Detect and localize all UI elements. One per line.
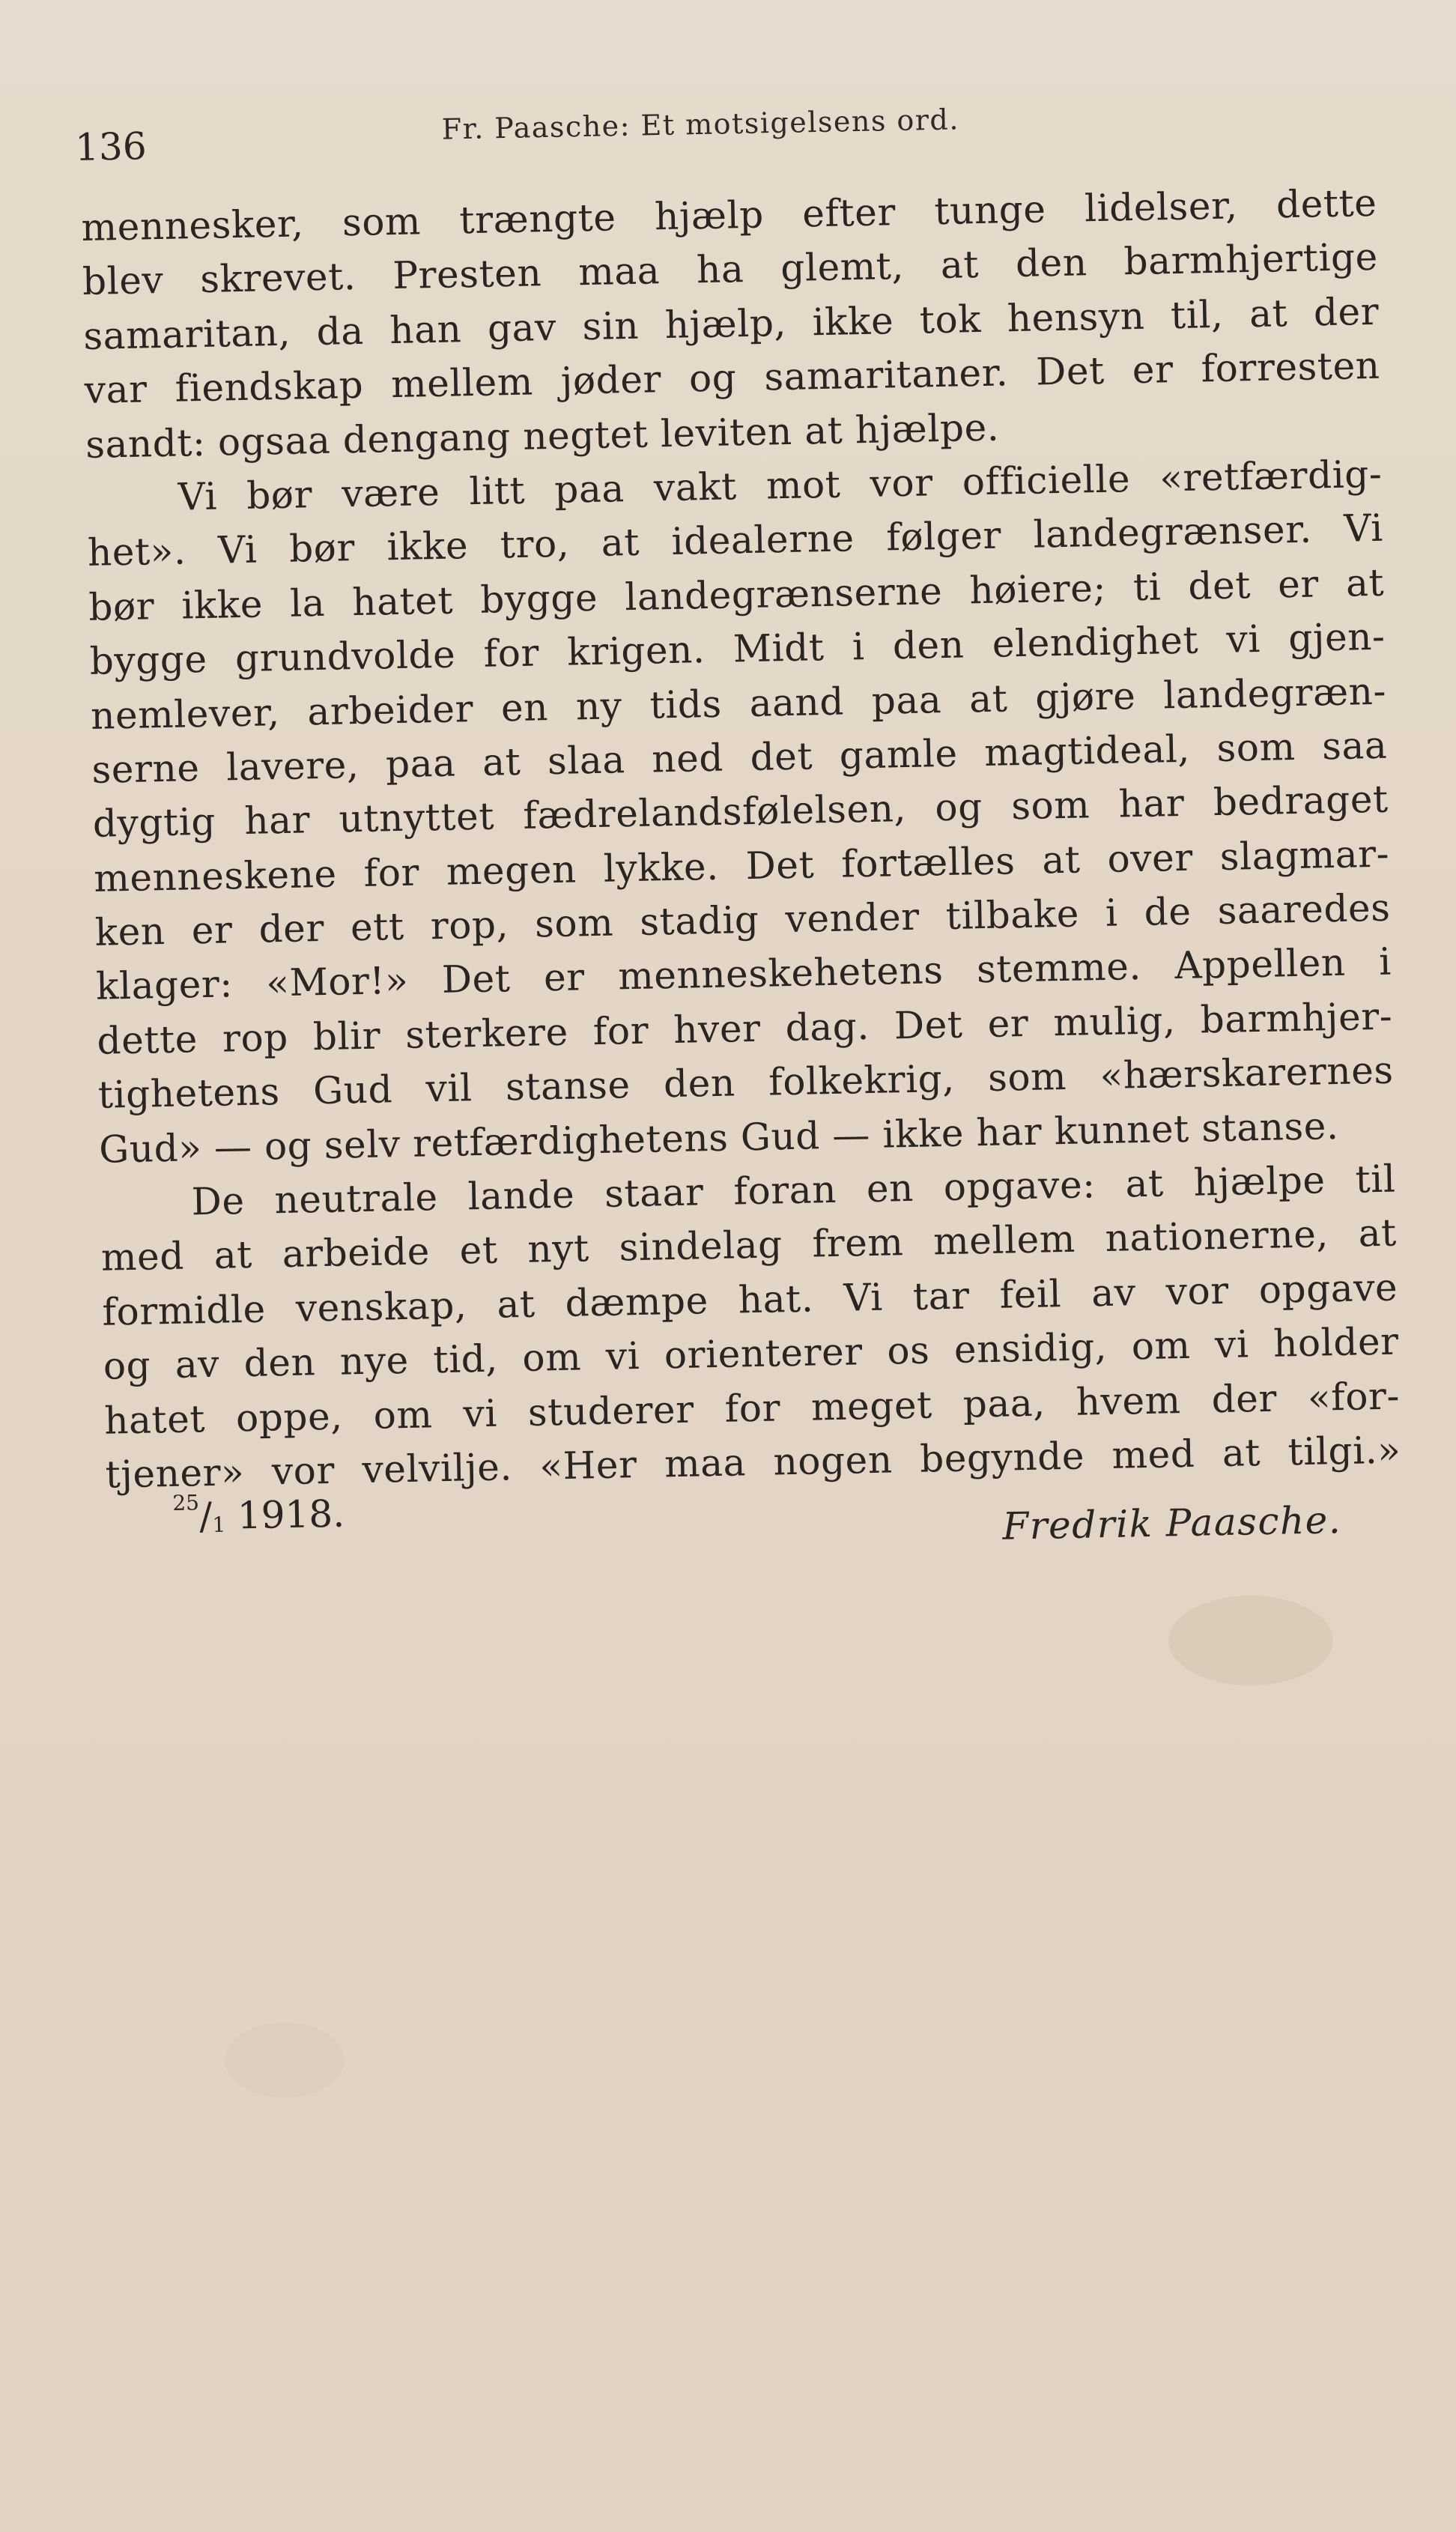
date-day: 25 [172, 1490, 200, 1515]
text-line: hatet oppe, om vi studerer for meget paa, hvem der «for- [103, 1374, 1401, 1443]
text-line: menneskene for megen lykke. Det fortælles at over slagmar- [93, 832, 1390, 900]
text-line: ken er der ett rop, som stadig vender tilbake i de saaredes [94, 885, 1391, 954]
text-line: Gud» — og selv retfærdighetens Gud — ikke har kunnet stanse. [98, 1103, 1339, 1172]
paper-stain [225, 2023, 345, 2098]
body-text [81, 176, 1401, 1502]
text-line: tjener» vor velvilje. «Her maa nogen begynde med at tilgi.» [105, 1428, 1401, 1497]
date-year: 1918. [237, 1491, 345, 1538]
date: $^{25}/_1$ 1918. [172, 1490, 345, 1539]
text-line: var fiendskap mellem jøder og samaritaner. Det er forresten [84, 343, 1381, 413]
text-line: og av den nye tid, om vi orienterer os ensidig, om vi holder [103, 1319, 1400, 1388]
text-line: klager: «Mor!» Det er menneskehetens stemme. Appellen i [95, 940, 1392, 1009]
text-line: mennesker, som trængte hjælp efter tunge lidelser, dette [81, 181, 1377, 249]
text-line: formidle venskap, at dæmpe hat. Vi tar feil av vor opgave [101, 1265, 1398, 1334]
text-line: med at arbeide et nyt sindelag frem mellem nationerne, at [100, 1211, 1398, 1280]
running-head: Fr. Paasche: Et motsigelsens ord. [441, 103, 960, 146]
page-number: 136 [74, 124, 148, 169]
text-line: samaritan, da han gav sin hjælp, ikke tok hensyn til, at der [82, 289, 1380, 358]
text-line: dygtig har utnyttet fædrelandsfølelsen, og som har bedraget [92, 777, 1389, 846]
text-line: sandt: ogsaa dengang negtet leviten at hjælpe. [85, 405, 1000, 467]
text-line: tighetens Gud vil stanse den folkekrig, som «hærskarernes [97, 1048, 1395, 1118]
page-header [74, 87, 1393, 172]
text-line: het». Vi bør ikke tro, at idealerne følger landegrænser. Vi [87, 506, 1384, 575]
text-line: blev skrevet. Presten maa ha glemt, at den barmhjertige [82, 235, 1379, 304]
text-line: bør ikke la hatet bygge landegrænserne høiere; ti det er at [88, 560, 1385, 629]
text-line: serne lavere, paa at slaa ned det gamle magtideal, som saa [91, 723, 1388, 792]
signature: Fredrik Paasche. [1001, 1498, 1342, 1548]
text-line: bygge grundvolde for krigen. Midt i den elendighet vi gjen- [89, 614, 1386, 684]
text-line: dette rop blir sterkere for hver dag. Det er mulig, barmhjer- [96, 994, 1393, 1063]
text-line: Vi bør være litt paa vakt mot vor officielle «retfærdig- [178, 452, 1383, 519]
text-line: De neutrale lande staar foran en opgave: at hjælpe til [191, 1157, 1396, 1224]
text-line: nemlever, arbeider en ny tids aand paa at gjøre landegræn- [90, 669, 1387, 738]
date-month: 1 [212, 1512, 226, 1537]
paper-stain [1168, 1596, 1333, 1686]
